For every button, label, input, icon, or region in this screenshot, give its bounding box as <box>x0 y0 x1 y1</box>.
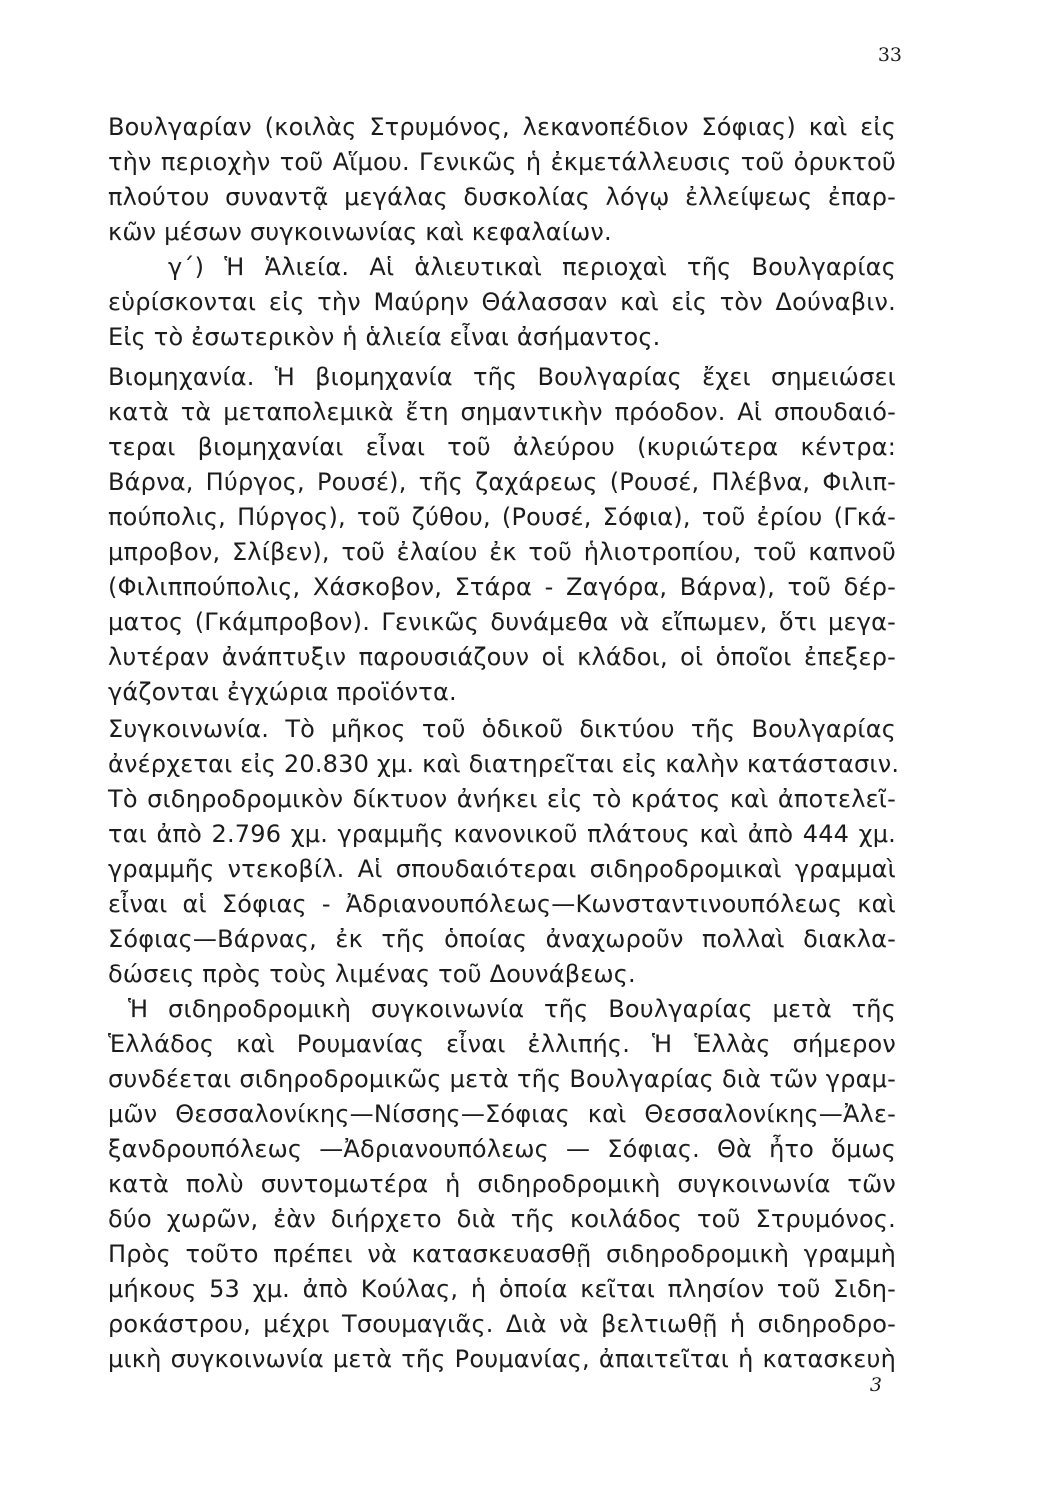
text-line: ἀνέρχεται εἰς 20.830 χμ. καὶ διατηρεῖται εἰς καλὴν κατάστασιν. <box>108 750 900 778</box>
text-line: κατὰ τὰ μεταπολεμικὰ ἔτη σημαντικὴν πρόοδον. Αἱ σπουδαιό- <box>108 398 896 426</box>
text-line: κατὰ πολὺ συντομωτέρα ἡ σιδηροδρομικὴ συγκοινωνία τῶν <box>108 1170 896 1198</box>
text-line: λυτέραν ἀνάπτυξιν παρουσιάζουν οἱ κλάδοι, οἱ ὁποῖοι ἐπεξερ- <box>108 643 896 671</box>
text-line: Βουλγαρίαν (κοιλὰς Στρυμόνος, λεκανοπέδιον Σόφιας) καὶ εἰς <box>108 113 896 141</box>
section-communication-line: Συγκοινωνία. Τὸ μῆκος τοῦ ὁδικοῦ δικτύου τῆς Βουλγαρίας <box>108 715 896 743</box>
text-line: δώσεις πρὸς τοὺς λιμένας τοῦ Δουνάβεως. <box>108 960 636 988</box>
subsection-fishing-line: γ΄) Ἡ Ἁλιεία. Αἱ ἁλιευτικαὶ περιοχαὶ τῆς Βουλγαρίας <box>168 253 896 281</box>
text-line: ροκάστρου, μέχρι Τσουμαγιᾶς. Διὰ νὰ βελτιωθῇ ἡ σιδηροδρο- <box>108 1310 896 1338</box>
text-line: Εἰς τὸ ἐσωτερικὸν ἡ ἁλιεία εἶναι ἀσήμαντος. <box>108 323 661 351</box>
text-line: Τὸ σιδηροδρομικὸν δίκτυον ἀνήκει εἰς τὸ κράτος καὶ ἀποτελεῖ- <box>108 785 896 813</box>
text-line: εἶναι αἱ Σόφιας - Ἀδριανουπόλεως—Κωνσταντινουπόλεως καὶ <box>108 890 896 918</box>
text-line: μικὴ συγκοινωνία μετὰ τῆς Ρουμανίας, ἀπαιτεῖται ἡ κατασκευὴ <box>108 1345 896 1373</box>
text-line: μπροβον, Σλίβεν), τοῦ ἐλαίου ἐκ τοῦ ἡλιοτροπίου, τοῦ καπνοῦ <box>108 538 896 566</box>
text-line: τὴν περιοχὴν τοῦ Αἵμου. Γενικῶς ἡ ἐκμετάλλευσις τοῦ ὀρυκτοῦ <box>108 148 896 176</box>
text-line: μήκους 53 χμ. ἀπὸ Κούλας, ἡ ὁποία κεῖται πλησίον τοῦ Σιδη- <box>108 1275 896 1303</box>
text-line: κῶν μέσων συγκοινωνίας καὶ κεφαλαίων. <box>108 218 612 246</box>
signature-mark: 3 <box>869 1374 882 1396</box>
paragraph-start-line: Ἡ σιδηροδρομικὴ συγκοινωνία τῆς Βουλγαρίας μετὰ τῆς <box>128 995 896 1023</box>
text-line: τεραι βιομηχανίαι εἶναι τοῦ ἀλεύρου (κυριώτερα κέντρα: <box>108 433 896 461</box>
text-line: (Φιλιππούπολις, Χάσκοβον, Στάρα - Ζαγόρα, Βάρνα), τοῦ δέρ- <box>108 573 896 601</box>
text-line: Σόφιας—Βάρνας, ἐκ τῆς ὁποίας ἀναχωροῦν πολλαὶ διακλα- <box>108 925 896 953</box>
text-line: ματος (Γκάμπροβον). Γενικῶς δυνάμεθα νὰ εἴπωμεν, ὅτι μεγα- <box>108 608 896 636</box>
text-line: μῶν Θεσσαλονίκης—Νίσσης—Σόφιας καὶ Θεσσαλονίκης—Ἀλε- <box>108 1100 896 1128</box>
text-line: πλούτου συναντᾷ μεγάλας δυσκολίας λόγῳ ἐλλείψεως ἐπαρ- <box>108 183 896 211</box>
text-line: συνδέεται σιδηροδρομικῶς μετὰ τῆς Βουλγαρίας διὰ τῶν γραμ- <box>108 1065 896 1093</box>
text-line: Ἑλλάδος καὶ Ρουμανίας εἶναι ἐλλιπής. Ἡ Ἑλλὰς σήμερον <box>108 1030 896 1058</box>
text-line: Πρὸς τοῦτο πρέπει νὰ κατασκευασθῇ σιδηροδρομικὴ γραμμὴ <box>108 1240 896 1268</box>
text-line: γραμμῆς ντεκοβίλ. Αἱ σπουδαιότεραι σιδηροδρομικαὶ γραμμαὶ <box>108 855 896 883</box>
text-line: εὑρίσκονται εἰς τὴν Μαύρην Θάλασσαν καὶ εἰς τὸν Δούναβιν. <box>108 288 896 316</box>
text-line: ται ἀπὸ 2.796 χμ. γραμμῆς κανονικοῦ πλάτους καὶ ἀπὸ 444 χμ. <box>108 820 896 848</box>
section-industry-line: Βιομηχανία. Ἡ βιομηχανία τῆς Βουλγαρίας ἔχει σημειώσει <box>108 363 896 391</box>
text-line: δύο χωρῶν, ἐὰν διήρχετο διὰ τῆς κοιλάδος τοῦ Στρυμόνος. <box>108 1205 896 1233</box>
text-line: Βάρνα, Πύργος, Ρουσέ), τῆς ζαχάρεως (Ρουσέ, Πλέβνα, Φιλιπ- <box>108 468 896 496</box>
text-line: ξανδρουπόλεως —Ἀδριανουπόλεως — Σόφιας. Θὰ ἦτο ὅμως <box>108 1135 896 1163</box>
text-line: πούπολις, Πύργος), τοῦ ζύθου, (Ρουσέ, Σόφια), τοῦ ἐρίου (Γκά- <box>108 503 896 531</box>
text-line: γάζονται ἐγχώρια προϊόντα. <box>108 678 457 706</box>
page-number: 33 <box>877 44 902 66</box>
